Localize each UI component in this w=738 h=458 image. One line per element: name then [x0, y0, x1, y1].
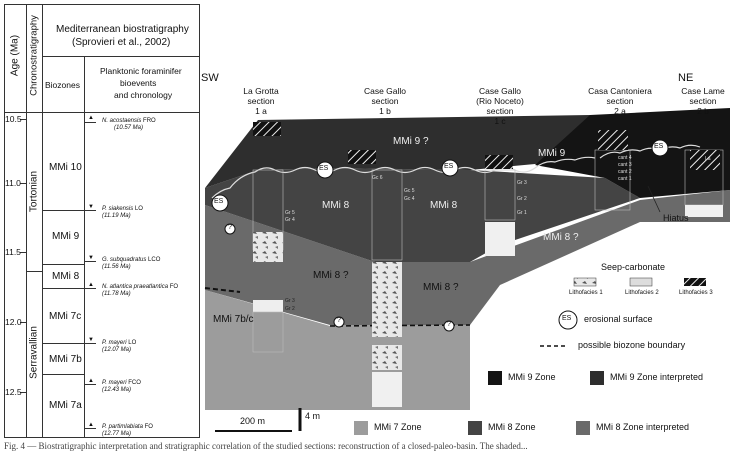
arrow-up-icon: ▲ [88, 115, 94, 121]
zone-label-mmi9-q: MMi 9 ? [393, 136, 429, 147]
age-label: 11.0 [5, 178, 21, 188]
legend-swatch-mmi8 [468, 421, 482, 435]
lithofacies-3-icon [684, 278, 706, 286]
age-label: 12.0 [5, 317, 22, 327]
legend-swatch-mmi8-interpreted [576, 421, 590, 435]
es-label: ES [214, 198, 224, 205]
biozones-header: Biozones [45, 80, 80, 90]
legend-litho2: Lithofacies 2 [625, 290, 659, 296]
zone-label-mmi8-q3: MMi 8 ? [543, 232, 579, 243]
zone-label-mmi8-q2: MMi 8 ? [423, 282, 459, 293]
sample-label: Gr 4 [285, 217, 295, 223]
legend-mmi8-interpreted: MMi 8 Zone interpreted [596, 422, 690, 432]
legend-es-label: ES [562, 315, 572, 322]
arrow-up-icon: ▲ [88, 378, 94, 384]
legend-litho3: Lithofacies 3 [679, 290, 713, 296]
bioevent-2: P. siakensis LO (11.19 Ma) [102, 206, 143, 219]
scale-label-vertical: 4 m [305, 411, 321, 421]
legend-mmi9-interpreted: MMi 9 Zone interpreted [610, 372, 704, 382]
orientation-sw: SW [201, 72, 219, 84]
lithofacies-1-icon [574, 278, 596, 286]
forams-header-1: Planktonic foraminifer [100, 66, 182, 76]
age-axis-label: Age (Ma) [9, 34, 21, 77]
sample-label: Gr 1 [517, 210, 527, 216]
zone-label-mmi8-a: MMi 8 [322, 200, 350, 211]
biozone-mmi8: MMi 8 [52, 271, 80, 282]
stage-tortonian: Tortonian [28, 170, 40, 213]
orientation-ne: NE [678, 72, 694, 84]
legend-mmi9: MMi 9 Zone [508, 372, 556, 382]
question-label: ? [228, 224, 232, 231]
section-header-2a: Casa Cantoniera section 2 a [588, 86, 652, 116]
stage-serravallian: Serravallian [28, 326, 40, 379]
forams-header-3: and chronology [114, 90, 173, 100]
section-header-2b: Case Lame section 2 b [681, 86, 725, 116]
bioevent-7: P. partimlabiata FO (12.77 Ma) [102, 424, 153, 437]
age-label: 10.5 [5, 114, 22, 124]
biozone-mmi7c: MMi 7c [49, 311, 82, 322]
sample-label: Gr 2 [285, 306, 295, 312]
biostrat-reference: (Sprovieri et al., 2002) [72, 37, 171, 48]
legend-mmi8: MMi 8 Zone [488, 422, 536, 432]
legend-swatch-mmi9 [488, 371, 502, 385]
arrow-down-icon: ▼ [88, 337, 94, 343]
age-label: 11.5 [5, 247, 21, 257]
sample-label: Gc 6 [372, 175, 383, 181]
arrow-down-icon: ▼ [88, 204, 94, 210]
section-header-1a: La Grotta section 1 a [243, 86, 279, 116]
chronostratigraphy-label: Chronostratigraphy [28, 15, 40, 96]
sample-label: Gc 5 [404, 188, 415, 194]
figure-caption: Fig. 4 — Biostratigraphic interpretation and stratigraphic correlation of the studied sections: reconstruction of a closed-paleo-basin. The shaded... [4, 441, 528, 451]
legend-boundary: possible biozone boundary [578, 340, 686, 350]
sample-label: Gr 3 [517, 180, 527, 186]
biozone-mmi10: MMi 10 [49, 162, 82, 173]
arrow-up-icon: ▲ [88, 422, 94, 428]
bioevent-6: P. mayeri FCO (12.43 Ma) [102, 380, 141, 393]
hiatus-label: Hiatus [663, 213, 689, 223]
sample-label: Gr 2 [517, 196, 527, 202]
legend-seep-title: Seep-carbonate [601, 262, 666, 272]
age-label: 12.5 [5, 387, 22, 397]
question-label: ? [337, 317, 341, 324]
sample-label: Gc 4 [404, 196, 415, 202]
lithofacies-2-icon [630, 278, 652, 286]
sample-label: La [705, 156, 711, 162]
biozone-mmi9: MMi 9 [52, 231, 80, 242]
arrow-down-icon: ▼ [88, 255, 94, 261]
es-label: ES [444, 163, 454, 170]
sample-label: Gr 3 [285, 298, 295, 304]
zone-label-mmi9: MMi 9 [538, 148, 566, 159]
zone-label-mmi8-b: MMi 8 [430, 200, 458, 211]
legend-litho1: Lithofacies 1 [569, 290, 603, 296]
bioevent-1: N. acostaensis FRO (10.57 Ma) [102, 118, 156, 131]
legend-erosional: erosional surface [584, 314, 653, 324]
section-header-1c: Case Gallo (Rio Noceto) section 1 c [476, 86, 524, 126]
arrow-up-icon: ▲ [88, 282, 94, 288]
es-label: ES [319, 165, 329, 172]
sample-label: cant 1 [618, 176, 632, 182]
legend-mmi7: MMi 7 Zone [374, 422, 422, 432]
sample-label: cant 2 [618, 169, 632, 175]
legend-swatch-mmi7 [354, 421, 368, 435]
forams-header-2: bioevents [120, 78, 157, 88]
biozone-mmi7a: MMi 7a [49, 400, 82, 411]
es-label: ES [654, 143, 664, 150]
legend-swatch-mmi9-interpreted [590, 371, 604, 385]
bioevent-5: P. mayeri LO (12.07 Ma) [102, 340, 137, 353]
sample-label: Gr 5 [285, 210, 295, 216]
zone-label-mmi7bc: MMi 7b/c [213, 314, 254, 325]
sample-label: cant 3 [618, 162, 632, 168]
biozone-mmi7b: MMi 7b [49, 354, 82, 365]
zone-label-mmi8-q1: MMi 8 ? [313, 270, 349, 281]
bioevent-4: N. atlantica praeatlantica FO (11.78 Ma) [102, 284, 179, 297]
bioevent-3: G. subquadratus LCO (11.56 Ma) [102, 257, 161, 270]
section-header-1b: Case Gallo section 1 b [363, 86, 407, 116]
biostrat-title: Mediterranean biostratigraphy [56, 24, 189, 35]
scale-label-horizontal: 200 m [240, 416, 266, 426]
question-label: ? [447, 321, 451, 328]
sample-label: cant 4 [618, 155, 632, 161]
